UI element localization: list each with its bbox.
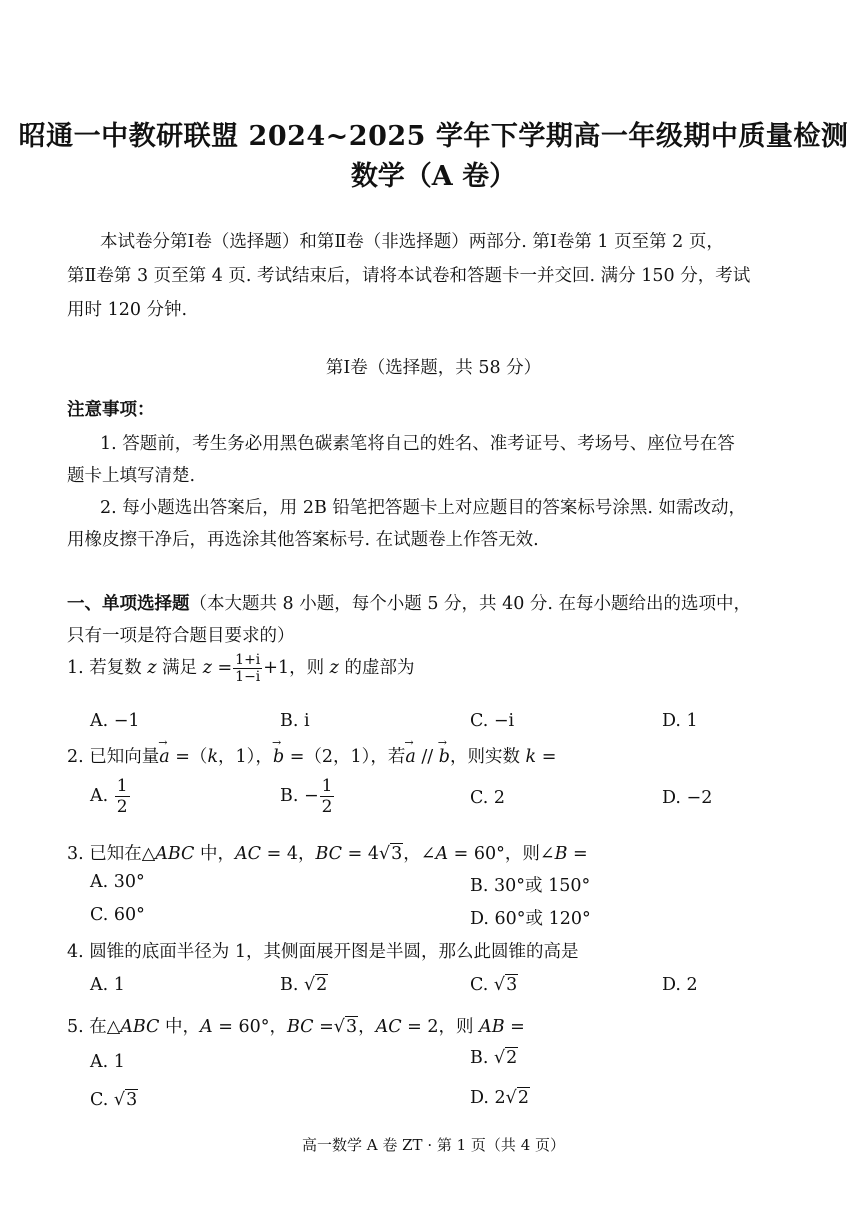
- q3-option-a: A. 30°: [90, 872, 145, 892]
- q2-option-b: B. − $\frac{1}{2}$: [280, 776, 333, 817]
- q2-option-a: A. $\frac{1}{2}$: [90, 776, 128, 817]
- q3-option-c: C. 60°: [90, 905, 145, 925]
- q1-option-a: A. −1: [90, 711, 140, 731]
- q2-option-d: D. −2: [662, 788, 713, 808]
- question-5: 5. 在△ABC 中，A = 60°，BC =√3，AC = 2，则 AB =: [67, 1017, 525, 1037]
- exam-subtitle: 数学（A 卷）: [350, 161, 517, 192]
- q3-option-b: B. 30°或 150°: [470, 876, 591, 896]
- q1-fraction: $\frac{1+i}{1-i}$: [235, 652, 261, 685]
- notice-label: 注意事项：: [67, 400, 155, 420]
- q1-option-d: D. 1: [662, 711, 698, 731]
- q5-option-c: C. √3: [90, 1090, 138, 1110]
- question-2: 2. 已知向量→ a =（k，1），→ b =（2，1），若→ a // → b，则实数 k =: [67, 743, 556, 768]
- intro-line-3: 用时 120 分钟.: [67, 300, 188, 320]
- q4-option-c: C. √3: [470, 975, 518, 995]
- notice-line-1: 1. 答题前，考生务必用黑色碳素笔将自己的姓名、准考证号、考场号、座位号在答: [100, 434, 735, 454]
- section1-desc2: 只有一项是符合题目要求的）: [67, 626, 295, 646]
- intro-line-2: 第Ⅱ卷第 3 页至第 4 页. 考试结束后，请将本试卷和答题卡一并交回. 满分 150 分，考试: [67, 266, 751, 286]
- question-4: 4. 圆锥的底面半径为 1，其侧面展开图是半圆，那么此圆锥的高是: [67, 942, 579, 962]
- q1-option-b: B. i: [280, 711, 310, 731]
- q5-option-d: D. 2√2: [470, 1088, 529, 1108]
- part-heading: 第Ⅰ卷（选择题，共 58 分）: [325, 358, 542, 378]
- q4-option-a: A. 1: [90, 975, 125, 995]
- q5-option-b: B. √2: [470, 1048, 518, 1068]
- notice-line-2: 题卡上填写清楚.: [67, 466, 196, 486]
- question-3: 3. 已知在△ABC 中，AC = 4，BC = 4√3，∠A = 60°，则∠B =: [67, 844, 588, 864]
- q3-option-d: D. 60°或 120°: [470, 909, 591, 929]
- q4-option-d: D. 2: [662, 975, 698, 995]
- q4-option-b: B. √2: [280, 975, 328, 995]
- question-1: 1. 若复数 z 满足 z = $\frac{1+i}{1-i}$ +1，则 z 的虚部为: [67, 652, 415, 685]
- section1-label: 一、单项选择题: [67, 594, 190, 614]
- q5-option-a: A. 1: [90, 1052, 125, 1072]
- notice-line-4: 用橡皮擦干净后，再选涂其他答案标号. 在试题卷上作答无效.: [67, 530, 539, 550]
- page-footer: 高一数学 A 卷 ZT · 第 1 页（共 4 页）: [301, 1136, 566, 1154]
- section1-desc1: （本大题共 8 小题，每个小题 5 分，共 40 分. 在每小题给出的选项中，: [189, 594, 752, 614]
- notice-line-3: 2. 每小题选出答案后，用 2B 铅笔把答题卡上对应题目的答案标号涂黑. 如需改动，: [100, 498, 747, 518]
- intro-line-1: 本试卷分第Ⅰ卷（选择题）和第Ⅱ卷（非选择题）两部分. 第Ⅰ卷第 1 页至第 2 页，: [100, 232, 724, 252]
- section1-heading: [67, 590, 751, 615]
- q1-option-c: C. −i: [470, 711, 515, 731]
- exam-title: 昭通一中教研联盟 2024~2025 学年下学期高一年级期中质量检测: [18, 121, 849, 152]
- q2-option-c: C. 2: [470, 788, 506, 808]
